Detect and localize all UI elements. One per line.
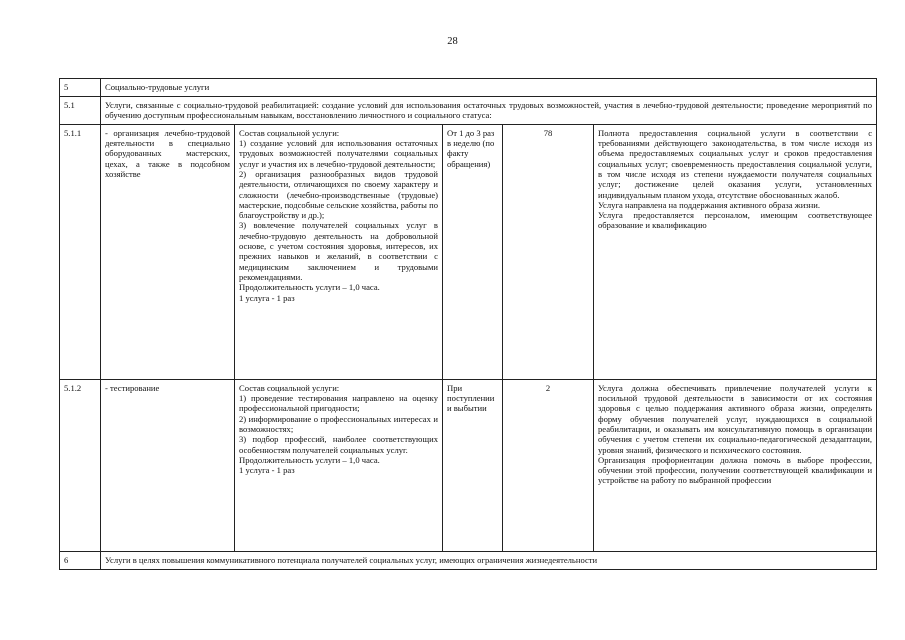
composition-line: 1 услуга - 1 раз: [239, 465, 295, 476]
table-row-5-1-1: [60, 124, 877, 379]
service-name: - организация лечебно-трудовой деятельности в специально оборудованных мастерских, цехах, а также в подсобном хозяйстве: [101, 124, 235, 379]
page-number: 28: [447, 36, 458, 47]
section-number: 5.1: [60, 97, 101, 125]
service-value: 78: [503, 124, 594, 379]
service-composition: [235, 124, 443, 379]
service-standard: [594, 379, 877, 551]
standard-line: Организация профориентации должна помочь в выборе профессии, обучении этой профессии, получении соответствующей квалификации и устройстве на работу по выбранной профессии: [598, 454, 873, 486]
service-standard: [594, 124, 877, 379]
composition-line: 1 услуга - 1 раз: [239, 292, 295, 303]
service-frequency: От 1 до 3 раз в неделю (по факту обращения): [443, 124, 503, 379]
composition-line: Состав социальной услуги:: [239, 382, 340, 393]
service-number: 5.1.1: [60, 124, 101, 379]
service-composition: [235, 379, 443, 551]
table-row-section-5: [60, 79, 877, 97]
section-number: 6: [60, 551, 101, 569]
service-value: 2: [503, 379, 594, 551]
composition-line: 2) организация разнообразных видов трудовой деятельности, отличающихся по своему характеру и сложности (лечебно-производственные (трудовые) мастерские, подсобные сельские хозяйства, работы по благоустройству и др.);: [239, 168, 438, 221]
service-frequency: При поступлении и выбытии: [443, 379, 503, 551]
service-name: - тестирование: [101, 379, 235, 551]
standard-line: Полнота предоставления социальной услуги в соответствии с требованиями действующего законодательства, в том числе исходя из объема предоставляемых социальных услуг и сроков предоставления социальных услуг; своевременность предоставления социальной услуги, в том числе исходя из степени нуждаемости получателя социальных услуг; достижение целей оказания услуги, установленных индивидуальным планом ухода, отсутствие обоснованных жалоб.: [598, 127, 873, 200]
section-number: 5: [60, 79, 101, 97]
composition-line: Продолжительность услуги – 1,0 часа.: [239, 282, 380, 293]
composition-line: 2) информирование о профессиональных интересах и возможностях;: [239, 413, 438, 434]
composition-line: Состав социальной услуги:: [239, 127, 340, 138]
composition-line: 3) подбор профессий, наиболее соответствующих особенностям получателей социальных услуг.: [239, 434, 438, 455]
table-row-section-5-1: [60, 97, 877, 125]
table-row-5-1-2: [60, 379, 877, 551]
standard-line: Услуга предоставляется персоналом, имеющим соответствующее образование и квалификацию: [598, 210, 873, 231]
composition-line: 1) проведение тестирования направлено на оценку профессиональной пригодности;: [239, 392, 438, 414]
services-table: [59, 78, 877, 570]
service-number: 5.1.2: [60, 379, 101, 551]
standard-line: Услуга должна обеспечивать привлечение получателей услуги к посильной трудовой деятельности в зависимости от их состояния здоровья с целью поддержания активного образа жизни, определять форму обучения получателей услуг, нуждающихся в социальной реабилитации, и оказывать им консультативную помощь в организации обучения с учетом степени их социально-педагогической дезадаптации, уровня знаний, физического и психического состояния.: [598, 382, 873, 455]
section-title: Услуги, связанные с социально-трудовой реабилитацией: создание условий для использования остаточных трудовых возможностей, участия в лечебно-трудовой деятельности; проведение мероприятий по обучению доступным профессиональным навыкам, восстановлению личностного и социального статуса:: [101, 97, 877, 125]
composition-line: 1) создание условий для использования остаточных трудовых возможностей получателями социальных услуг и участия их в лечебно-трудовой деятельности;: [239, 137, 438, 169]
section-title: Социально-трудовые услуги: [101, 79, 877, 97]
composition-line: 3) вовлечение получателей социальных услуг в лечебно-трудовую деятельность на добровольной основе, с учетом состояния здоровья, интересов, их прежних навыков и желаний, в соответствии с медицинским заключением и трудовыми рекомендациями.: [239, 220, 438, 282]
composition-line: Продолжительность услуги – 1,0 часа.: [239, 454, 380, 465]
table-row-section-6: [60, 551, 877, 569]
standard-line: Услуга направлена на поддержания активного образа жизни.: [598, 199, 821, 210]
section-title: Услуги в целях повышения коммуникативного потенциала получателей социальных услуг, имеющих ограничения жизнедеятельности: [101, 551, 877, 569]
